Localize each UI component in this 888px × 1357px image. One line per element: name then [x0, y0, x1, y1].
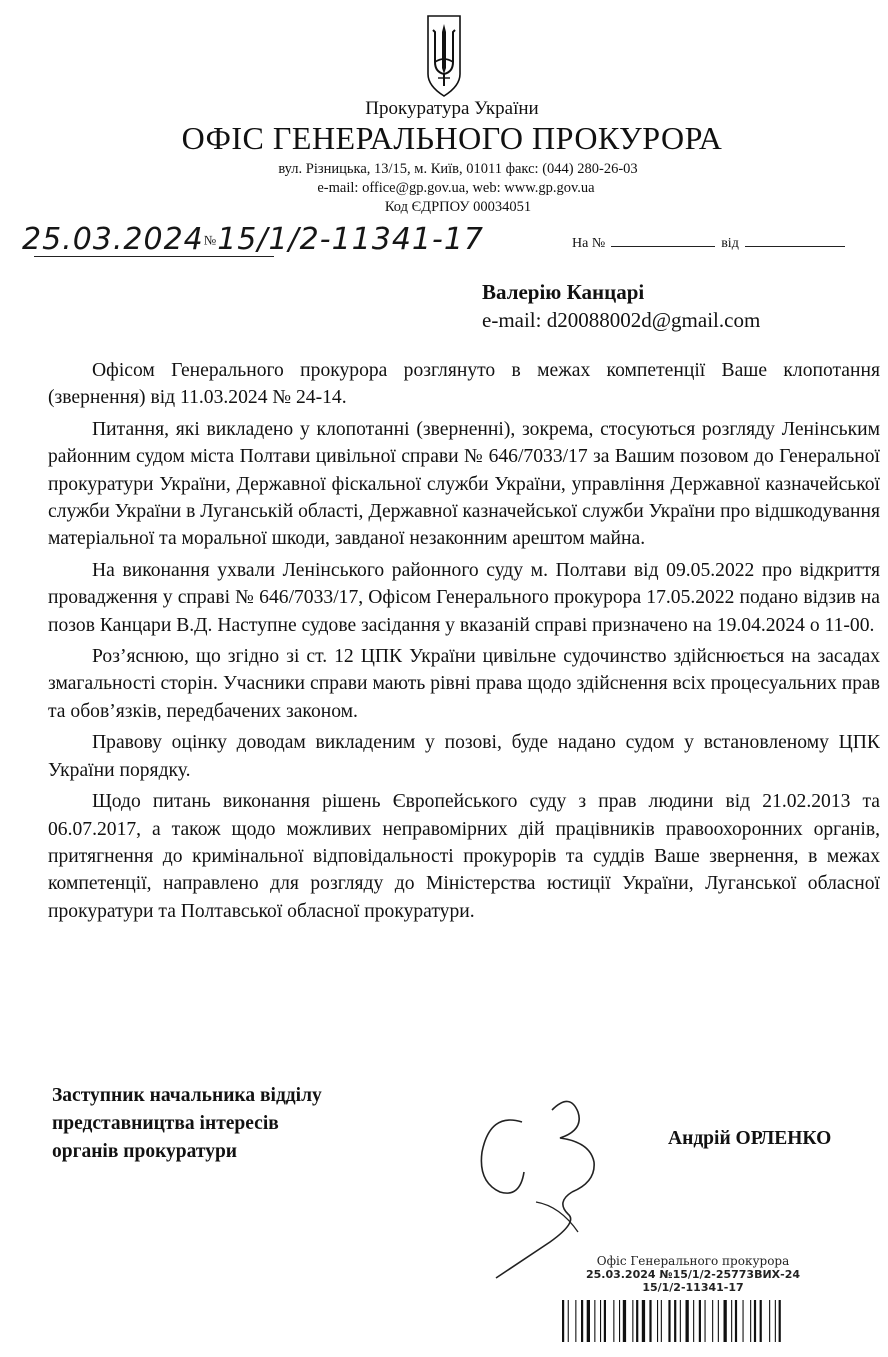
office-contacts: e-mail: office@gp.gov.ua, web: www.gp.gov.ua	[317, 180, 595, 196]
recipient-email: e-mail: d20088002d@gmail.com	[482, 308, 761, 332]
trident-emblem-icon	[424, 12, 464, 98]
from-label: від	[721, 236, 739, 251]
signer-position	[52, 1082, 322, 1166]
body-paragraph: Офісом Генерального прокурора розглянуто в межах компетенції Ваше клопотання (звернення) від 11.03.2024 № 24-14.	[48, 360, 880, 409]
office-address: вул. Різницька, 13/15, м. Київ, 01011 факс: (044) 280-26-03	[278, 161, 638, 177]
position-line: представництва інтересів	[52, 1113, 279, 1134]
office-title: ОФІС ГЕНЕРАЛЬНОГО ПРОКУРОРА	[181, 120, 723, 156]
stamp-office: Офіс Генерального прокурора	[596, 1254, 790, 1268]
outgoing-underline	[34, 256, 274, 257]
signer-name: Андрій ОРЛЕНКО	[668, 1128, 832, 1149]
on-number-blank	[611, 236, 715, 247]
body-paragraph: На виконання ухвали Ленінського районного суду м. Полтави від 09.05.2022 про відкриття провадження у справі № 646/7033/17, Офісом Генерального прокурора 17.05.2022 подано відзив на позов Канцари В.Д. Наступне судове засідання у вказаній справі призначено на 19.04.2024 о 11-00.	[48, 559, 880, 636]
letter-body	[48, 357, 880, 925]
on-number-label: На №	[572, 236, 606, 251]
registration-stamp	[560, 1254, 826, 1294]
from-date-blank	[745, 236, 845, 247]
outgoing-reg-number: 15/1/2-11341-17	[217, 222, 485, 257]
body-paragraph: Питання, які викладено у клопотанні (зверненні), зокрема, стосуються розгляду Ленінським районним судом міста Полтави цивільної справи № 646/7033/17 за Вашим позовом до Генеральної прокуратури України, Державної фіскальної служби України, управління Державної казначейської служби України в Луганській області, Державної казначейської служби України про відшкодування матеріальної та моральної шкоди, завданої незаконним арештом майна.	[48, 418, 880, 550]
position-line: Заступник начальника відділу	[52, 1085, 322, 1106]
body-paragraph: Роз’яснюю, що згідно зі ст. 12 ЦПК України цивільне судочинство здійснюється на засадах змагальності сторін. Учасники справи мають рівні права щодо здійснення всіх процесуальних прав та обов’язків, передбачених законом.	[48, 646, 880, 722]
body-paragraph: Правову оцінку доводам викладеним у позові, буде надано судом у встановленому ЦПК України порядку.	[48, 732, 880, 781]
barcode-icon	[560, 1300, 826, 1342]
recipient-name: Валерію Канцарі	[482, 280, 645, 304]
position-line: органів прокуратури	[52, 1141, 238, 1162]
number-sign: №	[203, 232, 218, 248]
body-paragraph: Щодо питань виконання рішень Європейського суду з прав людини від 21.02.2013 та 06.07.2017, а також щодо можливих неправомірних дій працівників правоохоронних органів, притягнення до кримінальної відповідальності прокурорів та суддів Ваше звернення, в межах компетенції, направлено для розгляду до Міністерства юстиції України, Луганської обласної прокуратури та Полтавської обласної прокуратури.	[48, 791, 880, 922]
stamp-number: 15/1/2-11341-17	[642, 1281, 744, 1294]
edrpou-code: Код ЄДРПОУ 00034051	[384, 199, 532, 215]
reference-line	[572, 236, 845, 252]
outgoing-date: 25.03.2024	[22, 222, 204, 257]
outgoing-number	[22, 222, 484, 257]
handwritten-signature	[460, 1082, 630, 1282]
ministry-name: Прокуратура України	[365, 98, 539, 119]
stamp-registration: 25.03.2024 №15/1/2-25773ВИХ-24	[585, 1268, 801, 1281]
recipient-block	[482, 278, 760, 334]
